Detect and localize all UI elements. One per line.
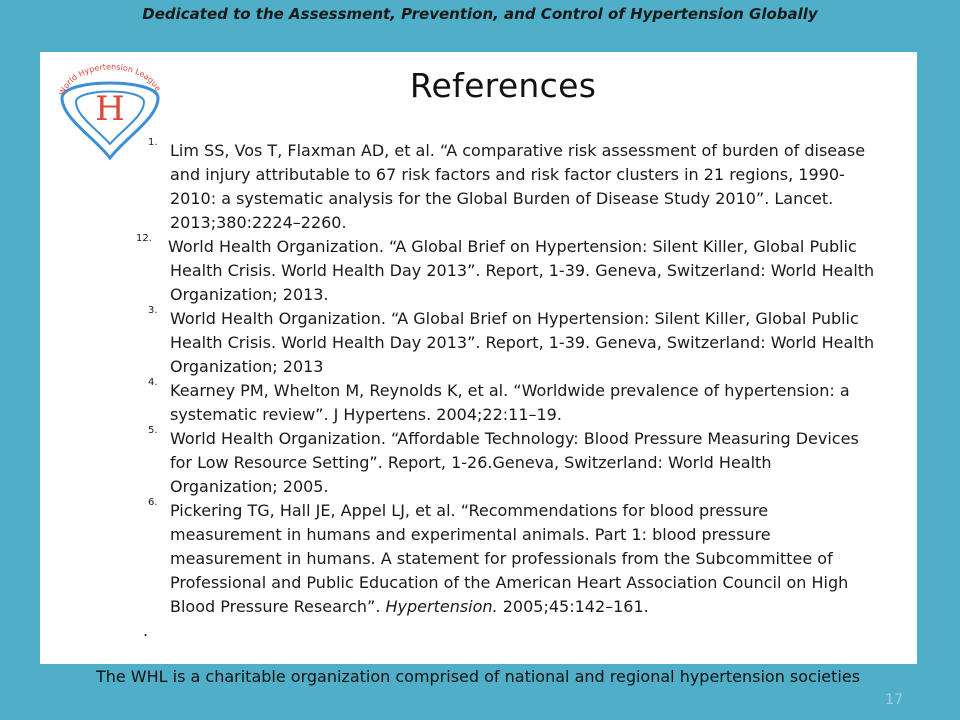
- reference-line: 2013;380:2224–2260.: [170, 213, 347, 232]
- reference-text: Blood Pressure Research”.: [170, 597, 386, 616]
- reference-item: [148, 379, 898, 427]
- trailing-mark: .: [143, 621, 149, 640]
- reference-number: 3.: [148, 305, 158, 316]
- header-tagline: Dedicated to the Assessment, Prevention, and Control of Hypertension Globally: [142, 5, 818, 23]
- reference-line: Organization; 2013: [170, 357, 324, 376]
- reference-line: Organization; 2013.: [170, 285, 329, 304]
- reference-line: 2010: a systematic analysis for the Global Burden of Disease Study 2010”. Lancet.: [170, 189, 834, 208]
- page-number: 17: [885, 692, 903, 708]
- reference-number: 12.: [136, 233, 152, 244]
- slide-title: References: [409, 66, 597, 105]
- reference-line: Health Crisis. World Health Day 2013”. Report, 1-39. Geneva, Switzerland: World Health: [170, 333, 875, 352]
- reference-number: 6.: [148, 497, 158, 508]
- reference-lead: World Health Organization. “Affordable Technology: Blood Pressure Measuring Devices: [170, 429, 859, 448]
- reference-item: [136, 233, 898, 307]
- reference-item: [148, 139, 898, 235]
- reference-lead: Lim SS, Vos T, Flaxman AD, et al. “A comparative risk assessment of burden of disease: [170, 141, 866, 160]
- reference-lead: World Health Organization. “A Global Brief on Hypertension: Silent Killer, Global Public: [170, 309, 859, 328]
- reference-lead: Pickering TG, Hall JE, Appel LJ, et al. “Recommendations for blood pressure: [170, 501, 769, 520]
- reference-item: [148, 307, 898, 379]
- reference-line: systematic review”. J Hypertens. 2004;22:11–19.: [170, 405, 562, 424]
- reference-line: for Low Resource Setting”. Report, 1-26.Geneva, Switzerland: World Health: [170, 453, 772, 472]
- references-list: [136, 137, 898, 643]
- footer-note: The WHL is a charitable organization comprised of national and regional hypertension societies: [95, 667, 861, 686]
- reference-lead: Kearney PM, Whelton M, Reynolds K, et al. “Worldwide prevalence of hypertension: a: [170, 381, 850, 400]
- reference-line: measurement in humans. A statement for professionals from the Subcommittee of: [170, 549, 833, 568]
- journal-name: Hypertension.: [385, 597, 498, 616]
- reference-item: [148, 499, 898, 619]
- reference-lead: World Health Organization. “A Global Brief on Hypertension: Silent Killer, Global Public: [168, 237, 857, 256]
- reference-number: 4.: [148, 377, 158, 388]
- reference-line: and injury attributable to 67 risk factors and risk factor clusters in 21 regions, 1990-: [170, 165, 845, 184]
- reference-line: measurement in humans and experimental animals. Part 1: blood pressure: [170, 525, 771, 544]
- reference-line: Organization; 2005.: [170, 477, 329, 496]
- reference-number: 5.: [148, 425, 158, 436]
- reference-text: 2005;45:142–161.: [497, 597, 649, 616]
- logo-ring-text: World Hypertension League: [57, 62, 163, 97]
- reference-item: [148, 427, 898, 499]
- reference-number: 1.: [148, 137, 158, 148]
- reference-line: Health Crisis. World Health Day 2013”. Report, 1-39. Geneva, Switzerland: World Health: [170, 261, 875, 280]
- logo-letter: H: [95, 89, 125, 129]
- reference-line: Professional and Public Education of the American Heart Association Council on High: [170, 573, 849, 592]
- reference-line-last: [170, 595, 898, 619]
